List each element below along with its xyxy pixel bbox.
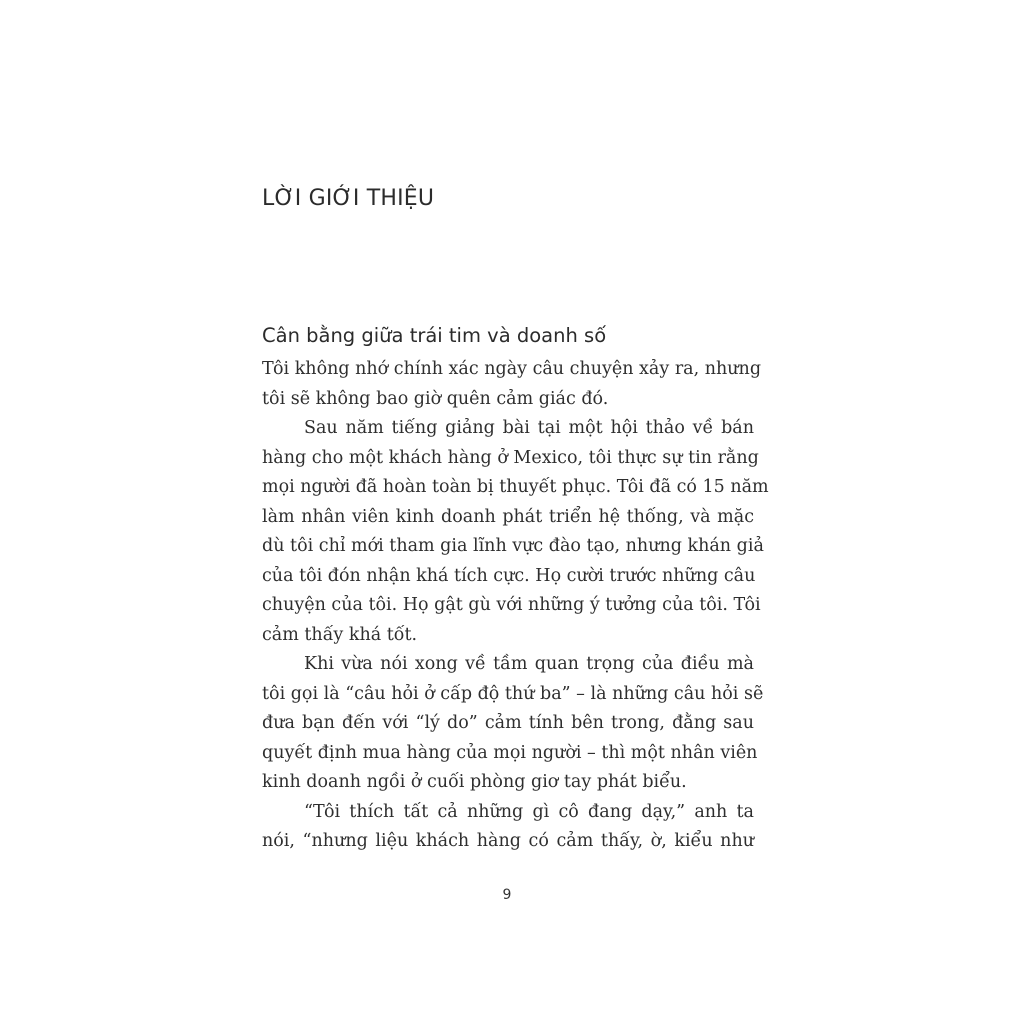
page-number: 9 xyxy=(502,887,512,903)
text-line: Tôi không nhớ chính xác ngày câu chuyện xảy ra, nhưng xyxy=(262,359,762,379)
text-line: nói, “nhưng liệu khách hàng có cảm thấy, ờ, kiểu như xyxy=(262,831,754,851)
text-line: đưa bạn đến với “lý do” cảm tính bên trong, đằng sau xyxy=(262,713,754,733)
text-line: “Tôi thích tất cả những gì cô đang dạy,” anh ta xyxy=(304,801,754,822)
body-text xyxy=(262,355,769,857)
text-line: tôi gọi là “câu hỏi ở cấp độ thứ ba” – là những câu hỏi sẽ xyxy=(262,683,764,704)
text-line: cảm thấy khá tốt. xyxy=(262,624,418,645)
text-line: quyết định mua hàng của mọi người – thì một nhân viên xyxy=(262,742,758,763)
section-heading: Cân bằng giữa trái tim và doanh số xyxy=(262,324,607,347)
text-line: dù tôi chỉ mới tham gia lĩnh vực đào tạo, nhưng khán giả xyxy=(262,536,764,556)
text-line: Khi vừa nói xong về tầm quan trọng của điều mà xyxy=(304,654,754,674)
chapter-title: LỜI GIỚI THIỆU xyxy=(262,186,435,211)
text-line: mọi người đã hoàn toàn bị thuyết phục. Tôi đã có 15 năm xyxy=(262,477,769,497)
text-line: Sau năm tiếng giảng bài tại một hội thảo về bán xyxy=(304,418,754,438)
text-line: chuyện của tôi. Họ gật gù với những ý tưởng của tôi. Tôi xyxy=(262,595,761,615)
text-line: làm nhân viên kinh doanh phát triển hệ thống, và mặc xyxy=(262,506,754,527)
text-line: của tôi đón nhận khá tích cực. Họ cười trước những câu xyxy=(262,565,756,586)
text-line: kinh doanh ngồi ở cuối phòng giơ tay phát biểu. xyxy=(262,772,687,792)
text-line: tôi sẽ không bao giờ quên cảm giác đó. xyxy=(262,388,609,409)
text-line: hàng cho một khách hàng ở Mexico, tôi thực sự tin rằng xyxy=(262,447,759,468)
